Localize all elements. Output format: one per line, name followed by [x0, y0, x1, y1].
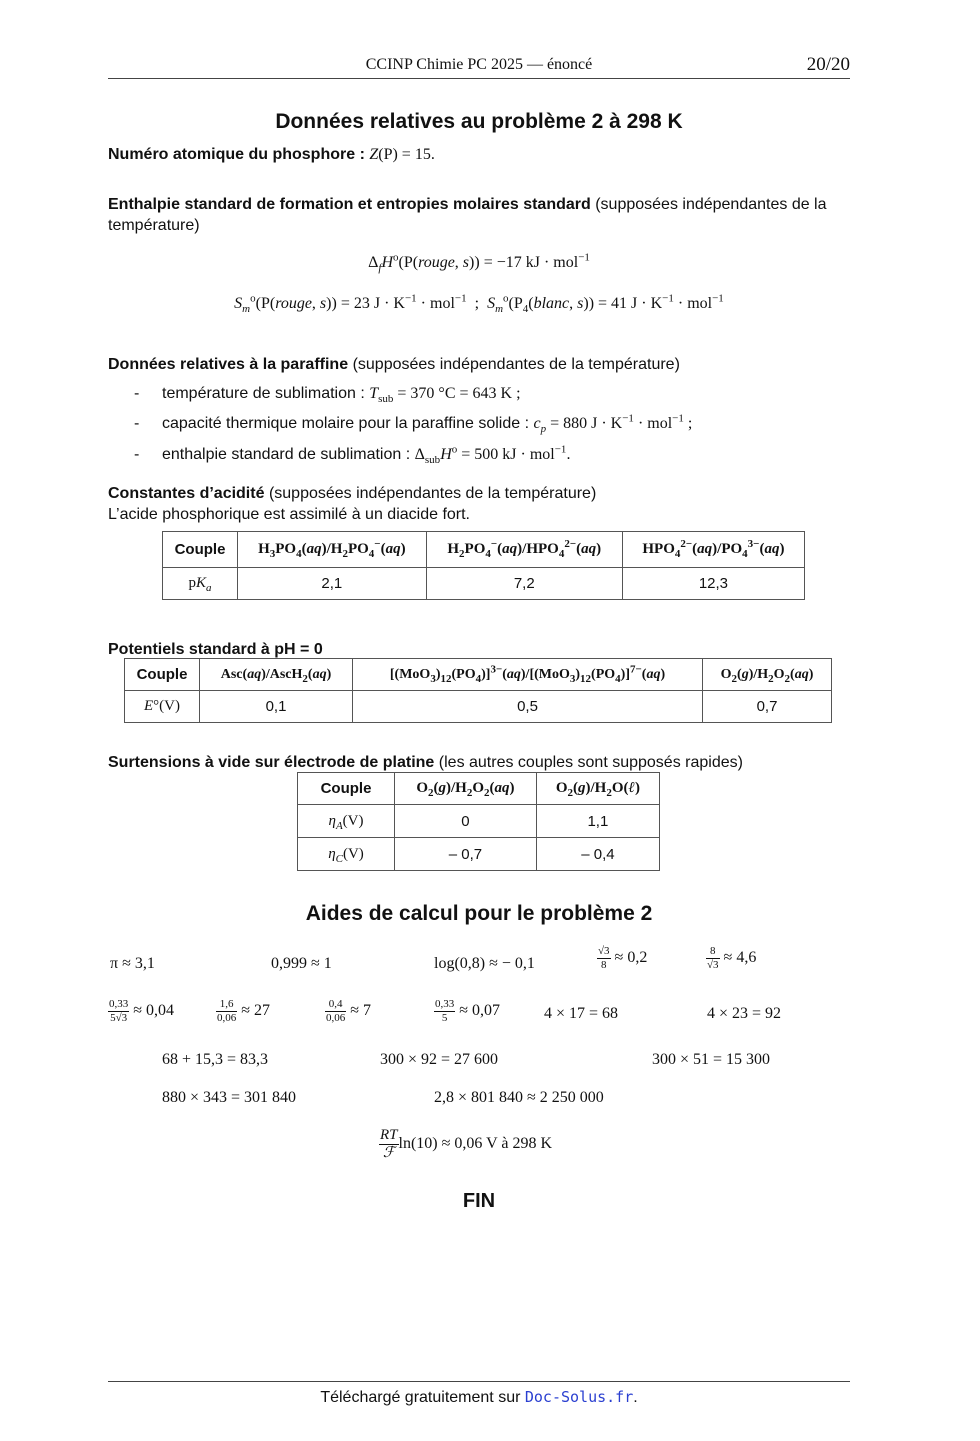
enthalpy-label: Enthalpie standard de formation et entropies molaires standard [108, 196, 591, 213]
section-title-data: Données relatives au problème 2 à 298 K [275, 110, 683, 133]
calc-log: log(0,8) ≈ − 0,1 [434, 955, 535, 972]
list-item: - capacité thermique molaire pour la paraffine solide : $c_p = 880$ $J \cdot K^{-1} \cdot mol^{-1}$ ; [134, 412, 693, 436]
end-marker: FIN [462, 1190, 496, 1212]
enthalpy-note: (supposées indépendantes de la température) [108, 196, 827, 234]
table-header: $[(MoO_3)_{12}(PO_4)]^{3-}(aq)/[(MoO_3)_{12}(PO_4)]^{7-}(aq)$ [353, 659, 703, 691]
table-cell: 0,7 [703, 691, 832, 723]
table-header: Couple [298, 773, 395, 805]
table-cell: 0,5 [353, 691, 703, 723]
acidity-label: Constantes d’acidité [108, 485, 265, 502]
overvoltage-label: Surtensions à vide sur électrode de platine [108, 754, 435, 771]
overvoltage-table [297, 772, 660, 871]
formation-enthalpy-equation: $\Delta_fH^o(P(rouge$, s)) = −17 kJ · mol$^{-1}$ [368, 251, 590, 275]
footer-text: Téléchargé gratuitement sur [320, 1389, 525, 1406]
atomic-number-line [108, 144, 435, 165]
overvoltage-heading [108, 752, 743, 773]
calc-pi: π ≈ 3,1 [110, 955, 155, 972]
atomic-value: Z(P) = 15. [369, 146, 435, 163]
section-title-calc: Aides de calcul pour le problème 2 [305, 902, 653, 925]
header-title: CCINP Chimie PC 2025 — énoncé [365, 56, 593, 73]
list-item: - enthalpie standard de sublimation : $\Delta_{sub}H^o = 500$ kJ · mol$^{-1}$. [134, 443, 571, 467]
calc-rt-over-f: $\frac{RT}{\text{ℱ}}$ ln(10) ≈ 0,06 V à 298 K [380, 1127, 553, 1161]
table-cell: 0 [395, 805, 537, 838]
row-label: $\eta_A(V)$ [298, 805, 395, 838]
list-item: - température de sublimation : $T_{sub} = 370$ °C = 643 K ; [134, 385, 521, 406]
row-label: E°(V) [125, 691, 200, 723]
table-cell: 2,1 [238, 568, 427, 600]
row-label: $pK_a$ [163, 568, 238, 600]
potentials-heading: Potentiels standard à pH = 0 [108, 641, 323, 658]
calc-mult2: 4 × 23 = 92 [707, 1005, 782, 1022]
acidity-note: (supposées indépendantes de la température) [268, 485, 597, 502]
calc-frac1: $\frac{0,33}{5√3}$ ≈ 0,04 [109, 998, 175, 1024]
footer-link[interactable]: Doc-Solus.fr [524, 1388, 634, 1406]
calc-mult3: 300 × 92 = 27 600 [380, 1051, 499, 1068]
calc-frac4: $\frac{0,33}{5}$ ≈ 0,07 [435, 998, 501, 1024]
table-header: Couple [163, 532, 238, 568]
acidity-line2: L’acide phosphorique est assimilé à un diacide fort. [108, 506, 470, 523]
row-label: $\eta_C(V)$ [298, 838, 395, 871]
calc-add: 68 + 15,3 = 83,3 [162, 1051, 269, 1068]
table-header: $HPO_4^{2-}(aq)/PO_4^{3-}(aq)$ [622, 532, 804, 568]
paraffin-note: (supposées indépendantes de la température) [352, 356, 680, 373]
table-header: $O_2(g)/H_2O(\ell)$ [536, 773, 659, 805]
footer-divider [108, 1381, 850, 1382]
table-header: $O_2(g)/H_2O_2(aq)$ [703, 659, 832, 691]
paraffin-list [134, 383, 693, 474]
table-header: Couple [125, 659, 200, 691]
entropy-equation: $S_m^o(P(rouge$, s)) = 23 $J \cdot K^{-1} \cdot mol^{-1}$ ; $S_m^o(P_4(blanc$, s)) = 41 $J \cdot K^{-1} \cdot mol^{-1}$ [234, 292, 724, 316]
page-number: 20/20 [806, 54, 850, 75]
calc-sqrt3-over-8: $\frac{√3}{8}$ ≈ 0,2 [598, 945, 648, 971]
table-cell: 0,1 [200, 691, 353, 723]
table-header: Asc(aq)/AscH$_2$(aq) [200, 659, 353, 691]
calc-mult1: 4 × 17 = 68 [544, 1005, 619, 1022]
table-cell: 1,1 [536, 805, 659, 838]
atomic-label: Numéro atomique du phosphore : [108, 146, 365, 163]
enthalpy-heading [108, 194, 853, 236]
table-cell: – 0,7 [395, 838, 537, 871]
table-header: $H_2PO_4^-(aq)/HPO_4^{2-}(aq)$ [426, 532, 622, 568]
table-cell: – 0,4 [536, 838, 659, 871]
footer-dot: . [633, 1389, 638, 1406]
acidity-heading [108, 483, 596, 525]
acidity-table [162, 531, 805, 600]
paraffin-heading [108, 354, 680, 375]
calc-mult5: 880 × 343 = 301 840 [162, 1089, 297, 1106]
calc-8-over-sqrt3: $\frac{8}{√3}$ ≈ 4,6 [707, 945, 757, 971]
calc-frac2: $\frac{1,6}{0,06}$ ≈ 27 [217, 998, 271, 1024]
calc-0999: 0,999 ≈ 1 [271, 955, 332, 972]
paraffin-label: Données relatives à la paraffine [108, 356, 349, 373]
table-header: $O_2(g)/H_2O_2(aq)$ [395, 773, 537, 805]
calc-mult4: 300 × 51 = 15 300 [652, 1051, 771, 1068]
table-header: $H_3PO_4(aq)/H_2PO_4^-(aq)$ [238, 532, 427, 568]
table-cell: 7,2 [426, 568, 622, 600]
table-cell: 12,3 [622, 568, 804, 600]
page-header [108, 54, 850, 79]
calc-frac3: $\frac{0,4}{0,06}$ ≈ 7 [326, 998, 372, 1024]
overvoltage-note: (les autres couples sont supposés rapides) [438, 754, 743, 771]
footer [0, 1388, 958, 1407]
calc-mult6: 2,8 × 801 840 ≈ 2 250 000 [434, 1089, 604, 1106]
potentials-table [124, 658, 832, 723]
